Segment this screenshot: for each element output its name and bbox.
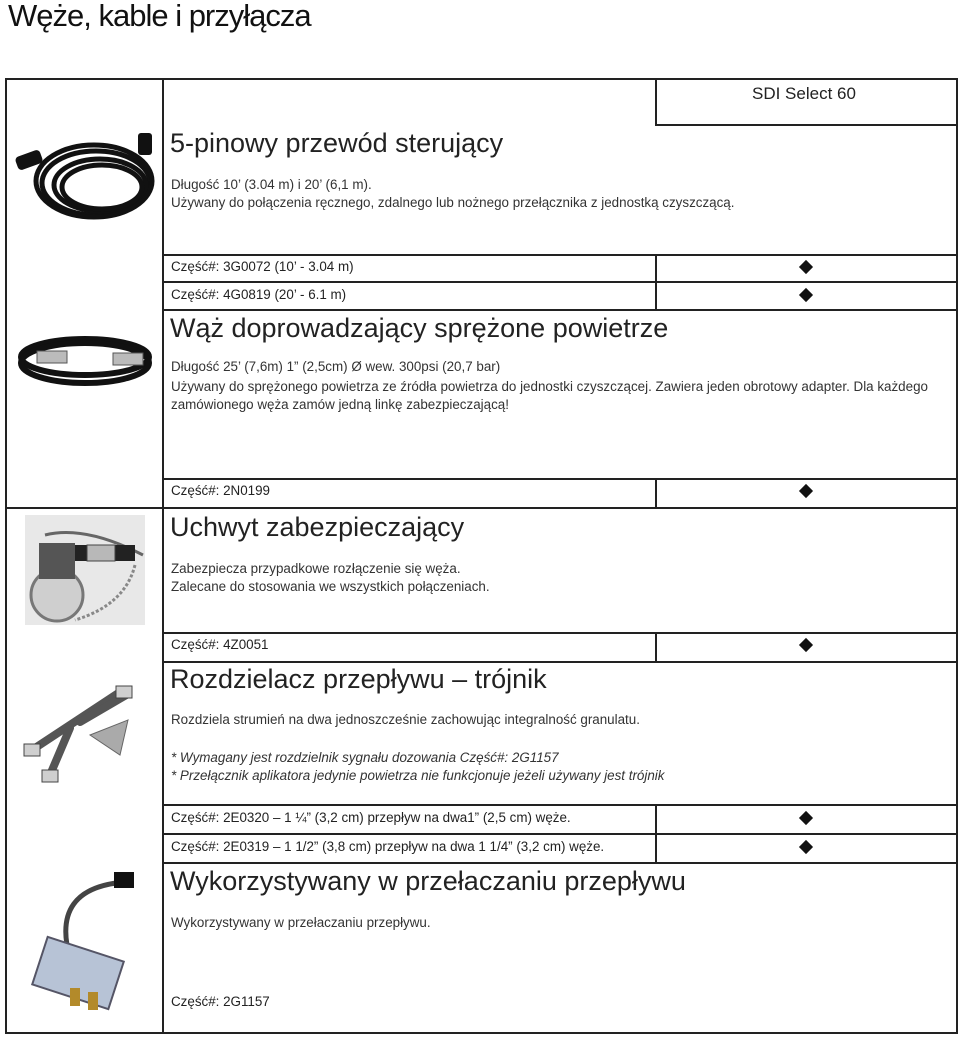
section-description-line: Wykorzystywany w przełaczaniu przepływu. — [171, 915, 431, 930]
header-cell-bottom — [655, 124, 958, 126]
row-rule — [162, 309, 958, 311]
part-cell-divider — [655, 632, 657, 663]
section-title: Wąż doprowadzający sprężone powietrze — [170, 313, 669, 343]
part-cell-divider — [655, 478, 657, 509]
row-rule — [5, 507, 958, 509]
row-rule — [162, 804, 958, 806]
part-number: Część#: 4G0819 (20’ - 6.1 m) — [171, 287, 347, 302]
row-rule — [162, 478, 958, 480]
section-description-line: Zabezpiecza przypadkowe rozłączenie się węża. — [171, 561, 461, 576]
row-rule — [162, 833, 958, 835]
part-number: Część#: 2E0319 – 1 1/2” (3,8 cm) przepływ na dwa 1 1/4” (3,2 cm) węże. — [171, 839, 605, 854]
brand-label: SDI Select 60 — [752, 84, 856, 103]
section-title: Rozdzielacz przepływu – trójnik — [170, 664, 547, 694]
row-rule — [162, 281, 958, 283]
section-description-line: Używany do połączenia ręcznego, zdalnego lub nożnego przełącznika z jednostką czyszczącą. — [171, 195, 735, 210]
row-rule — [162, 254, 958, 256]
row-rule — [162, 862, 958, 864]
image-column-divider — [162, 78, 164, 1034]
row-rule — [162, 632, 958, 634]
header-cell-divider — [655, 78, 657, 126]
air-hose-icon — [15, 325, 155, 395]
part-number: Część#: 2G1157 — [171, 994, 270, 1009]
part-number: Część#: 2E0320 – 1 ¼” (3,2 cm) przepływ na dwa1” (2,5 cm) węże. — [171, 810, 571, 825]
signal-splitter-box-icon — [30, 868, 150, 1018]
section-note: * Przełącznik aplikatora jedynie powietrza nie funkcjonuje jeżeli używany jest trójnik — [171, 768, 665, 783]
part-cell-divider — [655, 254, 657, 311]
section-description-line: Rozdziela strumień na dwa jednoszcześnie zachowując integralność granulatu. — [171, 712, 640, 727]
section-description-line: Używany do sprężonego powietrza ze źródła powietrza do jednostki czyszczącej. Zawiera jeden obrotowy adapter. Dla każdego zamówionego węża zamów jedną linkę zabezpieczającą! — [171, 379, 928, 412]
part-number: Część#: 2N0199 — [171, 483, 270, 498]
section-description-line: Długość 10’ (3.04 m) i 20’ (6,1 m). — [171, 177, 372, 192]
coiled-cable-icon — [10, 125, 160, 225]
section-description-line: Zalecane do stosowania we wszystkich połączeniach. — [171, 579, 490, 594]
part-number: Część#: 4Z0051 — [171, 637, 269, 652]
section-description-line: Długość 25’ (7,6m) 1” (2,5cm) Ø wew. 300psi (20,7 bar) — [171, 359, 501, 374]
y-splitter-icon — [20, 680, 135, 785]
row-rule — [162, 661, 958, 663]
part-number: Część#: 3G0072 (10’ - 3.04 m) — [171, 259, 354, 274]
section-title: Wykorzystywany w przełaczaniu przepływu — [170, 866, 686, 896]
part-cell-divider — [655, 804, 657, 864]
section-title: 5-pinowy przewód sterujący — [170, 128, 504, 158]
safety-cable-icon — [25, 515, 145, 625]
section-note: * Wymagany jest rozdzielnik sygnału dozowania Część#: 2G1157 — [171, 750, 559, 765]
page-title: Węże, kable i przyłącza — [8, 0, 311, 33]
section-title: Uchwyt zabezpieczający — [170, 512, 465, 542]
